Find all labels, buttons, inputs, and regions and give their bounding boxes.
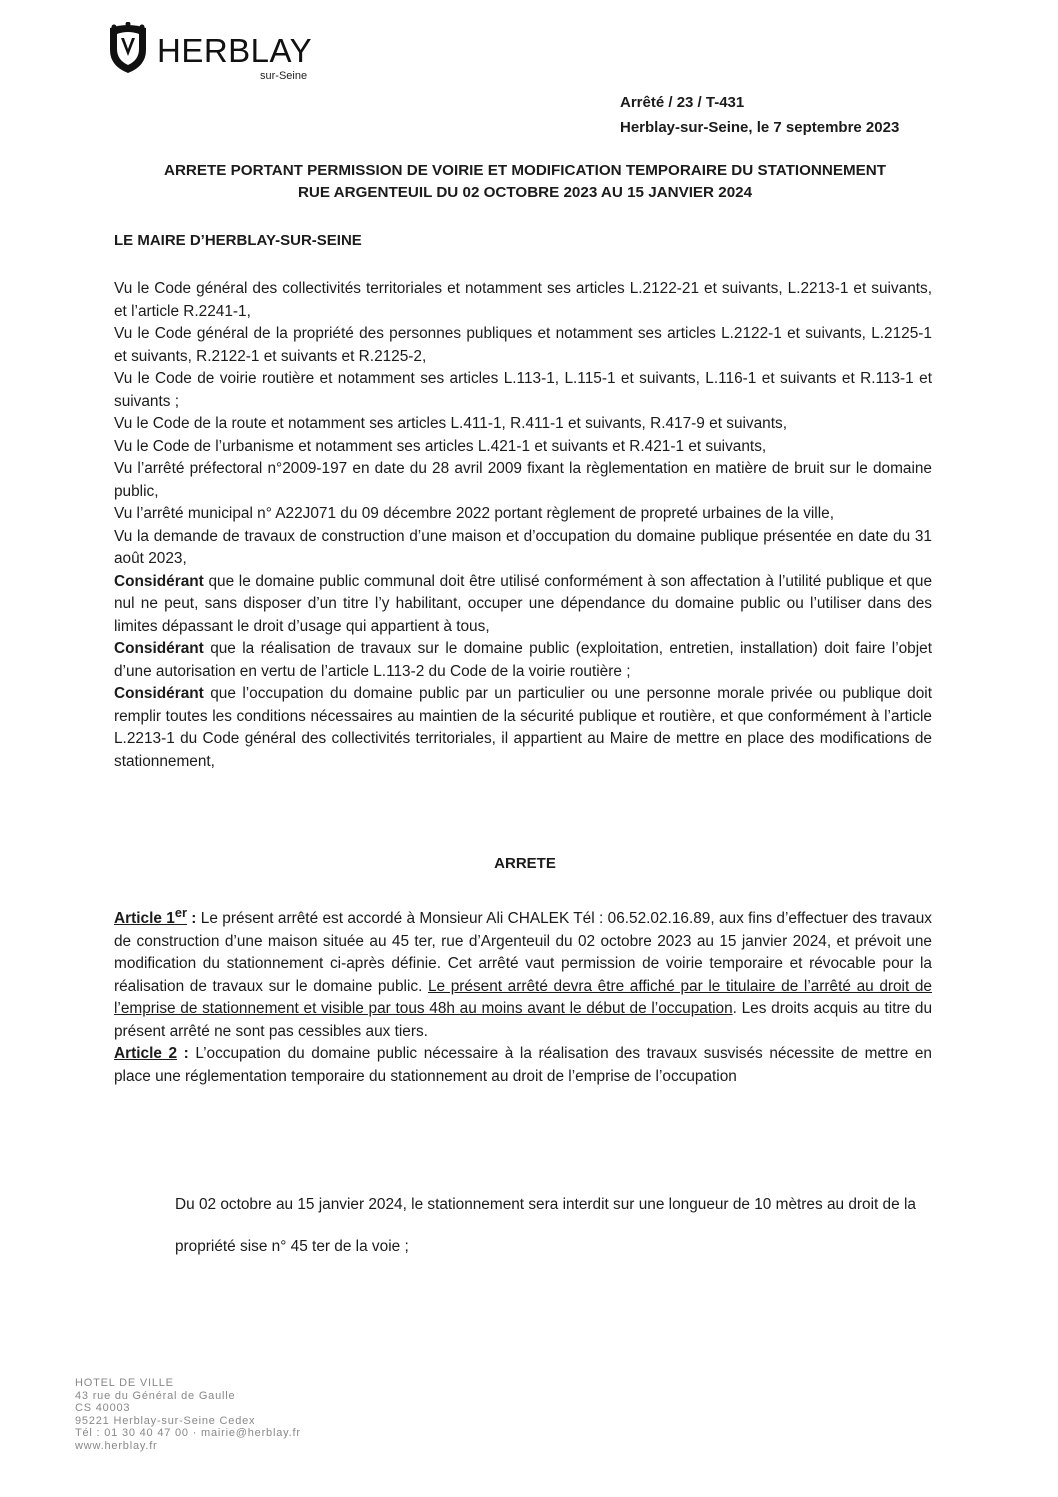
article-1: Article 1er : Le présent arrêté est accordé à Monsieur Ali CHALEK Tél : 06.52.02.16.89, aux fins d’effectuer des travaux de construction d’une maison située au 45 ter, rue d’Argenteuil du 02 octobre 2023 au 15 janvier 2024, et prévoit une modification du stationnement ci-après définie. Cet arrêté vaut permission de voirie temporaire et révocable pour la réalisation de travaux sur le domaine public. Le présent arrêté devra être affiché par le titulaire de l’arrêté au droit de l’emprise de stationnement et visible par tous 48h au moins avant le début de l’occupation. Les droits acquis au titre du présent arrêté ne sont pas cessibles aux tiers. [114,905,933,1040]
logo-wordmark: HERBLAY [157,32,313,69]
article-1-text: Le présent arrêté est accordé à Monsieur Ali CHALEK Tél : 06.52.02.16.89, aux fins d’effectuer des travaux de construction d’une maison située au 45 ter, rue d’Argenteuil du 02 octobre 2023 au 15 janvier 2024, et prévoit une modification du stationnement ci-après définie. Cet arrêté vaut permission de voirie temporaire et révocable pour la réalisation de travaux sur le domaine public. [114,910,932,995]
considerant-item [114,638,932,683]
article-2-label: Article 2 [114,1045,178,1063]
article-2: Article 2 : L’occupation du domaine public nécessaire à la réalisation des travaux susvisés nécessite de mettre en place une réglementation temporaire du stationnement au droit de l’emprise de l’occupation [114,1045,932,1085]
considerant-item [114,571,932,639]
article-1-tail: . Les droits acquis au titre du présent arrêté ne sont pas cessibles aux tiers. [114,1000,933,1040]
considerant-text: que l’occupation du domaine public par un particulier ou une personne morale privée ou publique doit remplir toutes les conditions nécessaires au maintien de la sécurité publique et routière, et que conformément à l’article L.2213-1 du Code général des collectivités territoriales, il appartient au Maire de mettre en place des modifications de stationnement, [114,685,932,770]
articles [114,902,932,1088]
article-1-label: Article 1er [114,905,187,928]
document-title [110,160,940,204]
considerant-item [114,683,932,773]
footer-website-link[interactable]: www.herblay.fr [75,1439,158,1452]
city-logo [105,22,335,82]
title-line-1: ARRETE PORTANT PERMISSION DE VOIRIE ET MODIFICATION TEMPORAIRE DU STATIONNEMENT [164,162,886,179]
footer-address [75,1377,301,1452]
decree-number: Arrêté / 23 / T-431 [620,94,745,111]
parking-measure: Du 02 octobre au 15 janvier 2024, le stationnement sera interdit sur une longueur de 10 mètres au droit de la propriété sise n° 45 ter de la voie ; [175,1196,916,1255]
considerant-label: Considérant [114,640,204,657]
arrete-heading: ARRETE [494,855,556,872]
considerant-text: que le domaine public communal doit être utilisé conformément à son affectation à l’utilité publique et que nul ne peut, sans disposer d’un titre l’y habilitant, occuper une dépendance du domaine public ou l’utiliser dans des limites dépassant le droit d’usage qui appartient à tous, [114,572,932,635]
visa-item: Vu l’arrêté municipal n° A22J071 du 09 décembre 2022 portant règlement de propreté urbaines de la ville, [114,505,834,522]
article-1-display-notice: Le présent arrêté devra être affiché par le titulaire de l’arrêté au droit de l’emprise de stationnement et visible par tous 48h au moins avant le début de l’occupation [114,977,932,1018]
visa-item: Vu l’arrêté préfectoral n°2009-197 en date du 28 avril 2009 fixant la règlementation en matière de bruit sur le domaine public, [114,460,932,500]
visa-item: Vu le Code général des collectivités territoriales et notamment ses articles L.2122-21 et suivants, L.2213-1 et suivants, et l’article R.2241-1, [114,280,932,320]
footer-line: 43 rue du Général de Gaulle [75,1389,236,1402]
footer-line: Tél : 01 30 40 47 00 · mairie@herblay.fr [75,1427,301,1439]
preamble [114,278,932,773]
visa-item: Vu le Code général de la propriété des personnes publiques et notamment ses articles L.2122-1 et suivants, L.2125-1 et suivants, R.2122-1 et suivants et R.2125-2, [114,325,932,365]
considerant-label: Considérant [114,685,204,702]
footer-line: CS 40003 [75,1402,131,1414]
logo-subtitle: sur-Seine [260,70,308,82]
footer-line: HOTEL DE VILLE [75,1377,174,1389]
coat-of-arms-icon [105,22,151,74]
visa-item: Vu le Code de l’urbanisme et notamment ses articles L.421-1 et suivants et R.421-1 et suivants, [114,437,767,455]
article-2-text: L’occupation du domaine public nécessaire à la réalisation des travaux susvisés nécessite de mettre en place une réglementation temporaire du stationnement au droit de l’emprise de l’occupation [114,1045,932,1085]
title-line-2: RUE ARGENTEUIL DU 02 OCTOBRE 2023 AU 15 JANVIER 2024 [297,184,753,201]
visa-item: Vu le Code de voirie routière et notamment ses articles L.113-1, L.115-1 et suivants, L.116-1 et suivants et R.113-1 et suivants ; [114,370,932,410]
visa-item: Vu le Code de la route et notamment ses articles L.411-1, R.411-1 et suivants, R.417-9 et suivants, [114,415,787,432]
considerant-text: que la réalisation de travaux sur le domaine public (exploitation, entretien, installation) doit faire l’objet d’une autorisation en vertu de l’article L.113-2 du Code de la voirie routière ; [114,640,932,680]
considerant-label: Considérant [114,572,204,590]
reference-block [620,90,899,140]
footer-line: 95221 Herblay-sur-Seine Cedex [75,1414,256,1427]
visa-item: Vu la demande de travaux de construction d’une maison et d’occupation du domaine publique présentée en date du 31 août 2023, [114,527,932,567]
decree-date: Herblay-sur-Seine, le 7 septembre 2023 [620,119,900,136]
authority-heading: LE MAIRE D’HERBLAY-SUR-SEINE [114,232,362,249]
